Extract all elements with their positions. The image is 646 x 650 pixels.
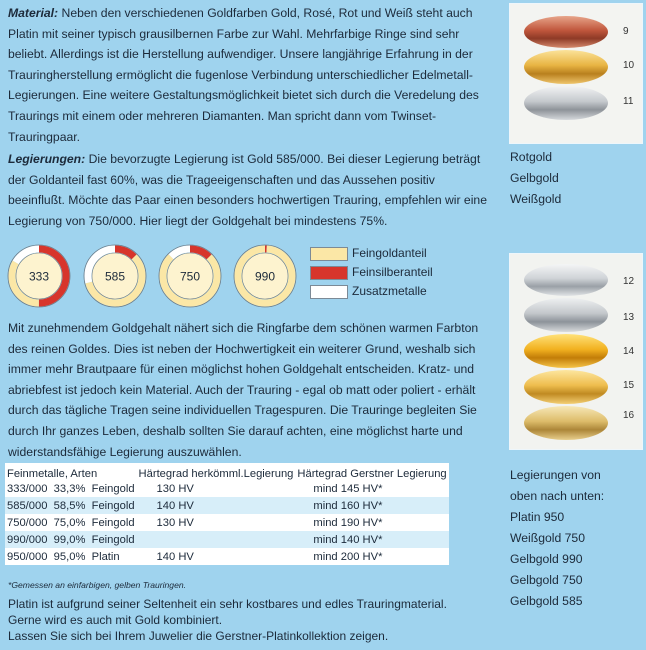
donut-990 <box>233 244 297 308</box>
table-row <box>5 497 449 514</box>
table-cell: 950/000 95,0% Platin <box>5 548 137 565</box>
table-row <box>5 514 449 531</box>
caption-line: Gelbgold 585 <box>510 594 583 608</box>
legend-swatch <box>310 266 348 280</box>
donut-label: 990 <box>254 269 276 284</box>
table-row <box>5 548 449 565</box>
table-row <box>5 480 449 497</box>
table-cell: 333/000 33,3% Feingold <box>5 480 137 497</box>
ring-number: 14 <box>623 346 635 357</box>
table-header <box>5 463 449 480</box>
ring-photo-colors <box>509 3 643 144</box>
closing-line: Gerne wird es auch mit Gold kombiniert. <box>8 613 223 627</box>
donut-label: 333 <box>28 269 50 284</box>
ring-weissgold-750 <box>524 298 608 332</box>
table-footnote: *Gemessen an einfarbigen, gelben Trauringen. <box>8 580 187 590</box>
ring-number: 9 <box>623 26 629 37</box>
ring-number: 13 <box>623 312 635 323</box>
table-cell: mind 160 HV* <box>295 497 448 514</box>
ring-gelbgold-750 <box>524 370 608 404</box>
closing-line: Lassen Sie sich bei Ihrem Juwelier die Gerstner-Platinkollektion zeigen. <box>8 629 389 643</box>
ring-rotgold <box>524 16 608 48</box>
table-cell: mind 190 HV* <box>295 514 448 531</box>
caption-line: Weißgold <box>510 192 562 206</box>
table-cell: 130 HV <box>137 514 296 531</box>
legend-swatch <box>310 285 348 299</box>
caption-line: oben nach unten: <box>510 489 605 503</box>
table-cell: 130 HV <box>137 480 296 497</box>
caption-line: Gelbgold 990 <box>510 552 583 566</box>
ring-number: 16 <box>623 410 635 421</box>
ring-number: 11 <box>623 96 634 107</box>
donut-585 <box>83 244 147 308</box>
photo-bottom-captions <box>510 465 604 612</box>
donut-333 <box>7 244 71 308</box>
col-header-hardness-standard: Härtegrad herkömml.Legierung <box>137 463 296 480</box>
ring-photo-alloys <box>509 253 643 450</box>
table-cell: 990/000 99,0% Feingold <box>5 531 137 548</box>
legierungen-paragraph <box>8 149 488 231</box>
caption-line: Platin 950 <box>510 510 565 524</box>
caption-line: Gelbgold <box>510 171 559 185</box>
donut-label: 750 <box>179 269 201 284</box>
closing-paragraph <box>8 596 498 644</box>
closing-line: Platin ist aufgrund seiner Seltenheit ein sehr kostbares und edles Trauringmaterial. <box>8 597 447 611</box>
ring-number: 10 <box>623 60 635 71</box>
legend-label: Feinsilberanteil <box>352 265 433 279</box>
table-cell: 750/000 75,0% Feingold <box>5 514 137 531</box>
legend-swatch <box>310 247 348 261</box>
table-cell: 140 HV <box>137 497 296 514</box>
goldgehalt-paragraph: Mit zunehmendem Goldgehalt nähert sich die Ringfarbe dem schönen warmen Farbton des reinen Goldes. Dies ist neben der Hochwertigkeit ein weiterer Grund, weshalb sich immer mehr Brautpaare für einen möglichst hohen Goldgehalt entscheiden. Kratz- und abriebfest ist jedoch kein Material. Auch der Trauring - egal ob matt oder poliert - erhält durch das tägliche Tragen seine individuellen Tragespuren. Die Trauringe begleiten Sie durch Ihr ganzes Leben, deshalb sollten Sie darauf achten, eine möglichst harte und widerstandsfähige Legierung auszuwählen. <box>8 321 479 459</box>
caption-line: Legierungen von <box>510 468 601 482</box>
col-header-metals: Feinmetalle, Arten <box>5 463 137 480</box>
caption-line: Rotgold <box>510 150 553 164</box>
ring-gelbgold <box>524 50 608 84</box>
material-text: Neben den verschiedenen Goldfarben Gold, Rosé, Rot und Weiß steht auch Platin mit seiner typisch grausilbernen Farbe zur Wahl. Mehrfarbige Ringe sind sehr beliebt. Allerdings ist die Herstellung aufwendiger. Unsere langjährige Erfahrung in der Trauringherstellung ermöglicht die fugenlose Verbindung unterschiedlicher Edelmetall-Legierungen. Eine weitere Gestaltungsmöglichkeit bietet sich durch die Veredelung des Traurings mit einem oder mehreren Diamanten. Man spricht dann vom Twinset-Trauringpaar. <box>8 6 479 144</box>
table-row <box>5 531 449 548</box>
legierungen-text: Die bevorzugte Legierung ist Gold 585/000. Bei dieser Legierung beträgt der Goldanteil fast 60%, was die Trageeigenschaften und das Aussehen positiv beeinflußt. Möchte das Paar einen besonders hochwertigen Trauring, empfehlen wir eine Legierung von 750/000. Hier liegt der Goldgehalt bei mindestens 75%. <box>8 152 487 228</box>
ring-weissgold <box>524 86 608 120</box>
table-cell: mind 145 HV* <box>295 480 448 497</box>
table-cell: 585/000 58,5% Feingold <box>5 497 137 514</box>
legend-label: Feingoldanteil <box>352 246 427 260</box>
legend-label: Zusatzmetalle <box>352 284 427 298</box>
table-cell <box>137 531 296 548</box>
table-cell: mind 140 HV* <box>295 531 448 548</box>
material-label: Material: <box>8 6 59 20</box>
ring-gelbgold-585 <box>524 406 608 440</box>
ring-platin-950 <box>524 264 608 296</box>
caption-line: Gelbgold 750 <box>510 573 583 587</box>
legierungen-label: Legierungen: <box>8 152 86 166</box>
ring-number: 12 <box>623 276 635 287</box>
table-cell: mind 200 HV* <box>295 548 448 565</box>
hardness-table <box>5 463 449 565</box>
ring-number: 15 <box>623 380 635 391</box>
donut-750 <box>158 244 222 308</box>
table-cell: 140 HV <box>137 548 296 565</box>
photo-top-captions <box>510 147 561 210</box>
material-paragraph <box>8 3 488 147</box>
caption-line: Weißgold 750 <box>510 531 585 545</box>
ring-gelbgold-990 <box>524 334 608 368</box>
donut-label: 585 <box>104 269 126 284</box>
col-header-hardness-gerstner: Härtegrad Gerstner Legierung <box>295 463 448 480</box>
